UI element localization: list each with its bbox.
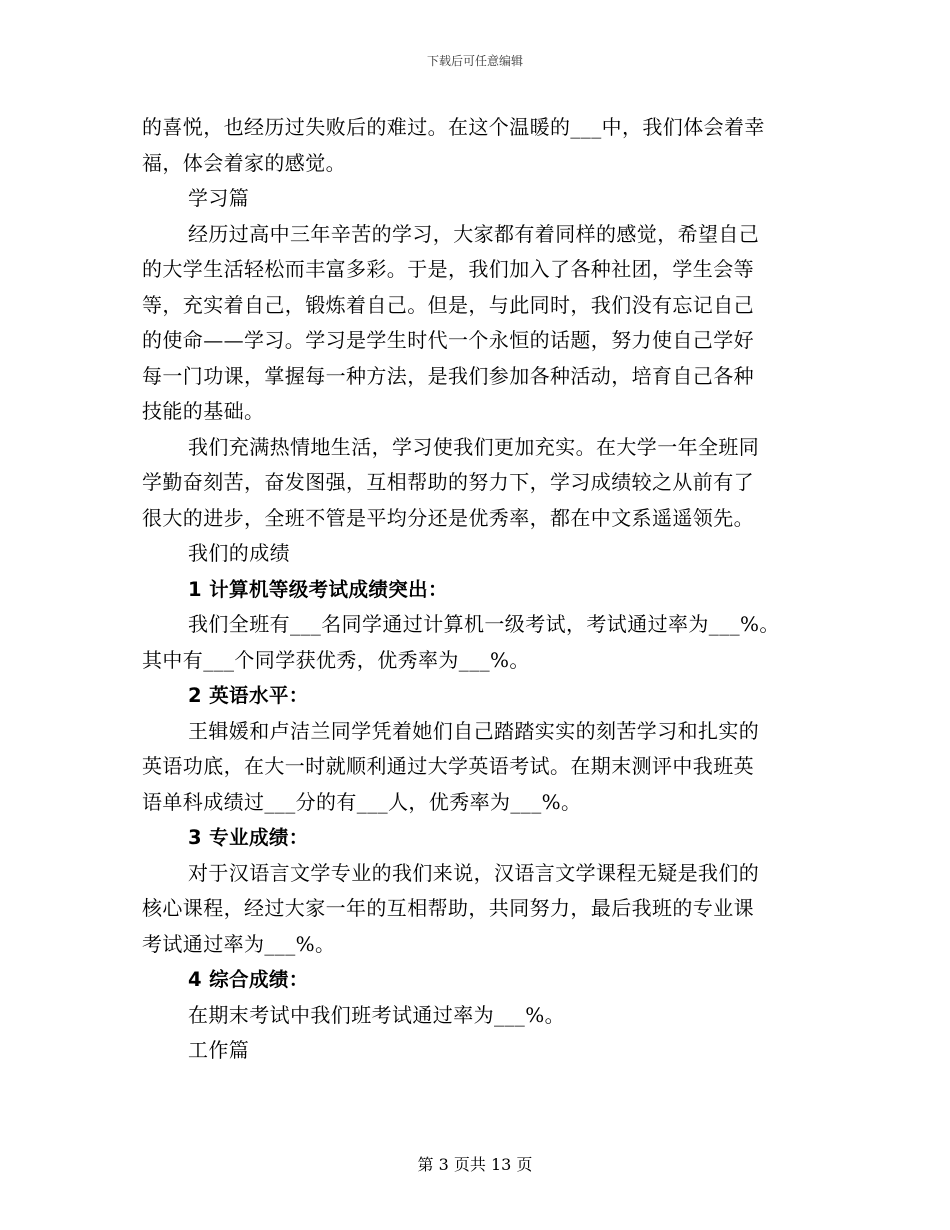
text-line: 我们充满热情地生活，学习使我们更加充实。在大学一年全班同 <box>188 434 760 459</box>
section-heading: 3 专业成绩： <box>188 826 309 849</box>
text-line: 王辑媛和卢洁兰同学凭着她们自己踏踏实实的刻苦学习和扎实的 <box>188 718 760 743</box>
text-line: 考试通过率为___%。 <box>142 931 336 956</box>
text-line: 福，体会着家的感觉。 <box>142 150 346 175</box>
page-header: 下载后可任意编辑 <box>426 54 523 68</box>
text-line: 对于汉语言文学专业的我们来说，汉语言文学课程无疑是我们的 <box>188 860 760 885</box>
text-line: 技能的基础。 <box>142 399 265 423</box>
text-line: 语单科成绩过___分的有___人，优秀率为___%。 <box>142 789 582 814</box>
text-line: 核心课程，经过大家一年的互相帮助，共同努力，最后我班的专业课 <box>142 896 754 920</box>
section-heading: 4 综合成绩： <box>188 968 309 991</box>
text-line: 工作篇 <box>188 1038 250 1062</box>
document-body <box>142 110 802 1069</box>
text-line: 学习篇 <box>188 186 250 210</box>
text-line: 每一门功课，掌握每一种方法，是我们参加各种活动，培育自己各种 <box>142 363 754 388</box>
page-footer: 第 3 页共 13 页 <box>417 1155 533 1174</box>
text-line: 我们全班有___名同学通过计算机一级考试，考试通过率为___%。 <box>188 612 780 636</box>
text-line: 其中有___个同学获优秀，优秀率为___%。 <box>142 647 530 672</box>
text-line: 我们的成绩 <box>188 541 290 565</box>
section-heading: 2 英语水平： <box>188 684 309 707</box>
section-heading: 1 计算机等级考试成绩突出： <box>188 577 448 601</box>
text-line: 的使命——学习。学习是学生时代一个永恒的话题，努力使自己学好 <box>142 328 754 352</box>
text-line: 很大的进步，全班不管是平均分还是优秀率，都在中文系遥遥领先。 <box>142 505 754 530</box>
text-line: 在期末考试中我们班考试通过率为___%。 <box>188 1002 566 1027</box>
text-line: 英语功底，在大一时就顺利通过大学英语考试。在期末测评中我班英 <box>142 754 754 778</box>
text-line: 经历过高中三年辛苦的学习，大家都有着同样的感觉，希望自己 <box>188 221 760 246</box>
text-line: 学勤奋刻苦，奋发图强，互相帮助的努力下，学习成绩较之从前有了 <box>142 470 754 494</box>
text-line: 的喜悦，也经历过失败后的难过。在这个温暖的___中，我们体会着幸 <box>142 115 765 139</box>
text-line: 等，充实着自己，锻炼着自己。但是，与此同时，我们没有忘记自己 <box>142 292 754 317</box>
text-line: 的大学生活轻松而丰富多彩。于是，我们加入了各种社团，学生会等 <box>142 257 754 281</box>
